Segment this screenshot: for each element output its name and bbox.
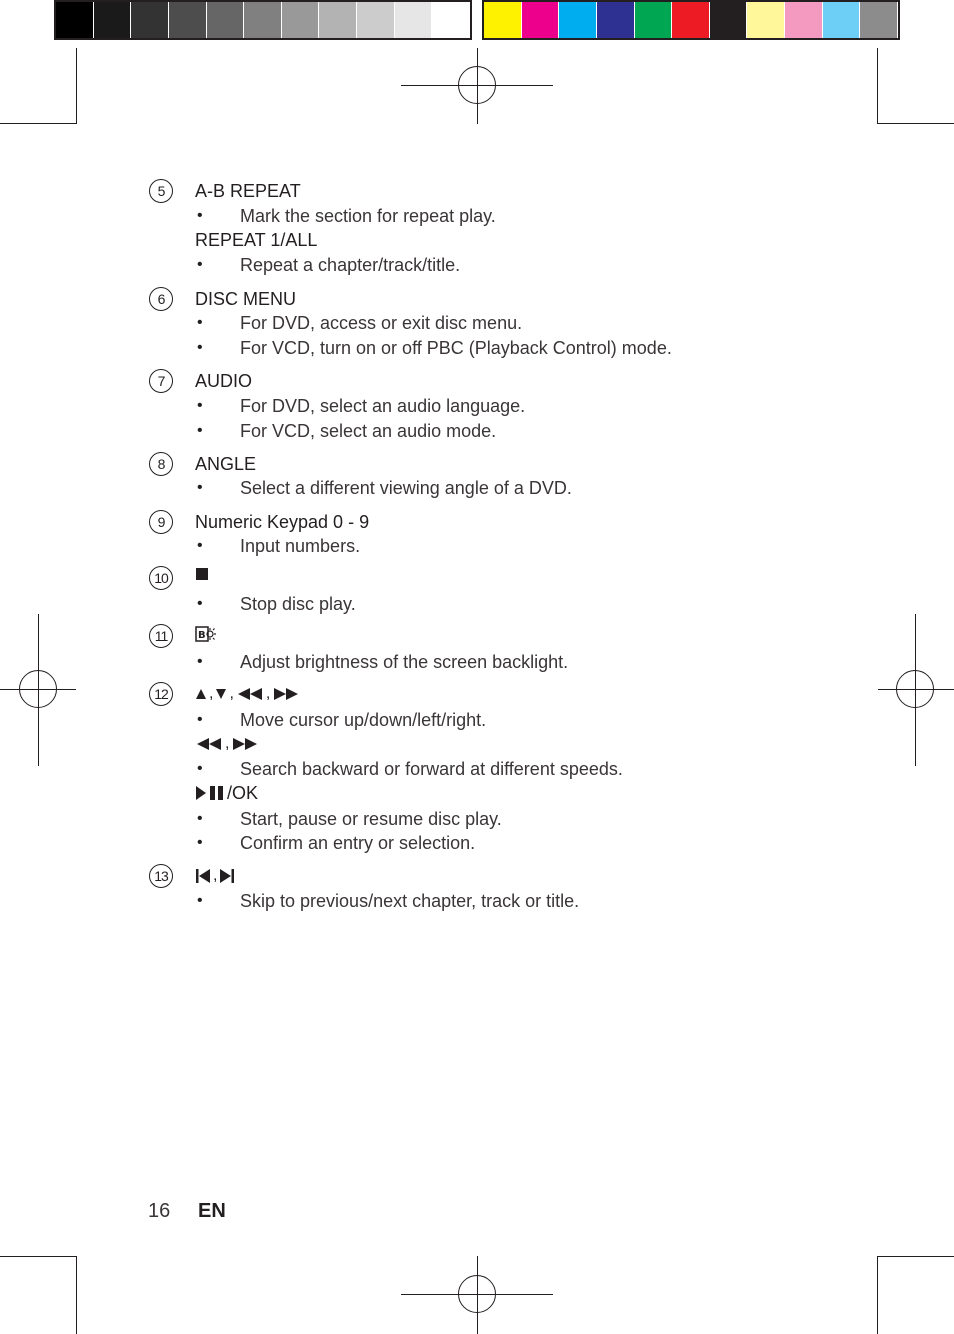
description: For DVD, access or exit disc menu. — [240, 313, 523, 333]
description: Move cursor up/down/left/right. — [240, 710, 487, 730]
svg-text:B: B — [198, 630, 206, 641]
stop-symbol — [195, 567, 209, 581]
button-name: DISC MENU — [195, 289, 297, 309]
search-symbols — [195, 733, 259, 755]
bullet: • — [197, 537, 203, 554]
separator: , — [213, 867, 218, 884]
button-name: ANGLE — [195, 454, 257, 474]
separator: , — [225, 735, 230, 752]
bullet: • — [197, 397, 203, 414]
item-number: 5 — [149, 179, 173, 203]
bullet: • — [197, 892, 203, 909]
bullet: • — [197, 207, 203, 224]
ok-label: /OK — [227, 783, 259, 803]
bullet: • — [197, 760, 203, 777]
item-number: 11 — [149, 624, 173, 648]
item-number: 10 — [149, 566, 173, 590]
language-code: EN — [198, 1200, 226, 1222]
bullet: • — [197, 653, 203, 670]
item-number: 13 — [149, 864, 173, 888]
item-number: 6 — [149, 287, 173, 311]
bullet: • — [197, 810, 203, 827]
bullet: • — [197, 711, 203, 728]
item-number: 12 — [149, 682, 173, 706]
separator: , — [229, 685, 234, 702]
play-pause-icon — [195, 785, 229, 801]
item-number: 7 — [149, 369, 173, 393]
up-arrow-icon — [195, 688, 207, 700]
bullet: • — [197, 339, 203, 356]
bullet: • — [197, 422, 203, 439]
navigation-symbols — [195, 683, 300, 705]
page-number: 16 — [148, 1200, 171, 1222]
bullet: • — [197, 314, 203, 331]
down-arrow-icon — [215, 688, 227, 700]
brightness-symbol — [195, 625, 217, 643]
bullet: • — [197, 479, 203, 496]
description: Start, pause or resume disc play. — [240, 809, 502, 829]
description: Adjust brightness of the screen backlight. — [240, 652, 569, 672]
bullet: • — [197, 595, 203, 612]
item-number: 9 — [149, 510, 173, 534]
stop-icon — [195, 567, 209, 581]
description: Confirm an entry or selection. — [240, 833, 476, 853]
button-name: REPEAT 1/ALL — [195, 230, 318, 250]
bullet: • — [197, 256, 203, 273]
skip-symbols — [195, 865, 235, 887]
fast-forward-icon — [272, 687, 300, 701]
button-name: AUDIO — [195, 371, 253, 391]
button-name: A-B REPEAT — [195, 181, 301, 201]
play-pause-ok-symbol — [195, 782, 258, 804]
skip-previous-icon — [195, 868, 211, 884]
skip-next-icon — [219, 868, 235, 884]
rewind-icon — [195, 737, 223, 751]
description: For DVD, select an audio language. — [240, 396, 526, 416]
separator: , — [209, 685, 214, 702]
description: Skip to previous/next chapter, track or title. — [240, 891, 580, 911]
button-name: Numeric Keypad 0 - 9 — [195, 512, 370, 532]
bullet: • — [197, 834, 203, 851]
description: Repeat a chapter/track/title. — [240, 255, 461, 275]
description: Mark the section for repeat play. — [240, 206, 496, 226]
rewind-icon — [236, 687, 264, 701]
fast-forward-icon — [231, 737, 259, 751]
description: Stop disc play. — [240, 594, 356, 614]
separator: , — [265, 685, 271, 702]
item-number: 8 — [149, 452, 173, 476]
description: Search backward or forward at different speeds. — [240, 759, 623, 779]
description: Select a different viewing angle of a DVD. — [240, 478, 572, 498]
description: For VCD, select an audio mode. — [240, 421, 497, 441]
description: For VCD, turn on or off PBC (Playback Control) mode. — [240, 338, 672, 358]
brightness-icon — [195, 625, 217, 643]
description: Input numbers. — [240, 536, 361, 556]
